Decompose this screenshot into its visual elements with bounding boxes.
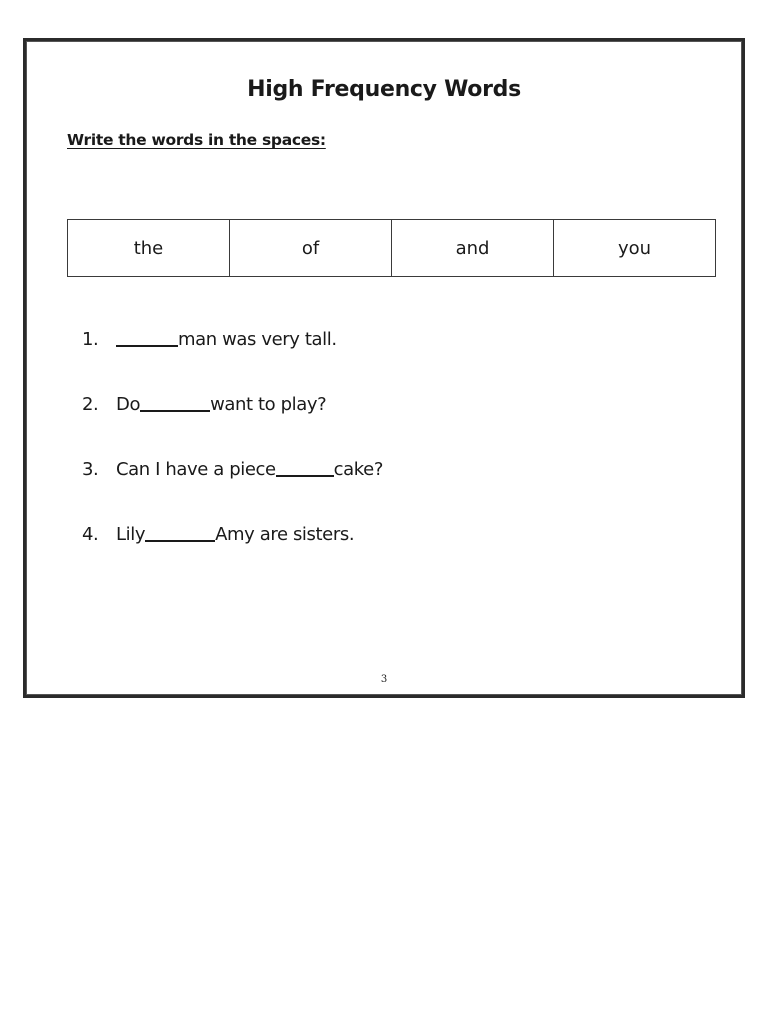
worksheet-title: High Frequency Words: [247, 77, 521, 102]
answer-blank[interactable]: [140, 410, 210, 412]
word-bank-cell: the: [68, 220, 230, 277]
word-bank-cell: of: [230, 220, 392, 277]
instruction-text: Write the words in the spaces:: [67, 131, 326, 149]
sentence-text-before: Lily: [116, 524, 146, 545]
answer-blank[interactable]: [145, 540, 215, 542]
page-number: 3: [380, 674, 388, 685]
sentence-list: [82, 329, 383, 589]
answer-blank[interactable]: [276, 475, 334, 477]
sentence-text-after: Amy are sisters.: [215, 524, 355, 545]
sentence-item: [82, 459, 383, 524]
sentence-text-before: Do: [116, 394, 141, 415]
word-bank-cell: you: [554, 220, 716, 277]
answer-blank[interactable]: [116, 345, 178, 347]
sentence-text-after: man was very tall.: [178, 329, 337, 350]
word-bank-cell: and: [392, 220, 554, 277]
word-bank-row: [68, 220, 716, 277]
sentence-item: [82, 394, 383, 459]
sentence-text-before: Can I have a piece: [116, 459, 276, 480]
sentence-item: [82, 329, 383, 394]
worksheet-page: [23, 38, 745, 698]
sentence-number: 4.: [82, 524, 99, 545]
sentence-item: [82, 524, 383, 589]
word-bank-table: [67, 219, 716, 277]
sentence-text-after: want to play?: [210, 394, 327, 415]
sentence-number: 2.: [82, 394, 99, 415]
sentence-text-after: cake?: [333, 459, 384, 480]
sentence-number: 3.: [82, 459, 99, 480]
sentence-number: 1.: [82, 329, 99, 350]
